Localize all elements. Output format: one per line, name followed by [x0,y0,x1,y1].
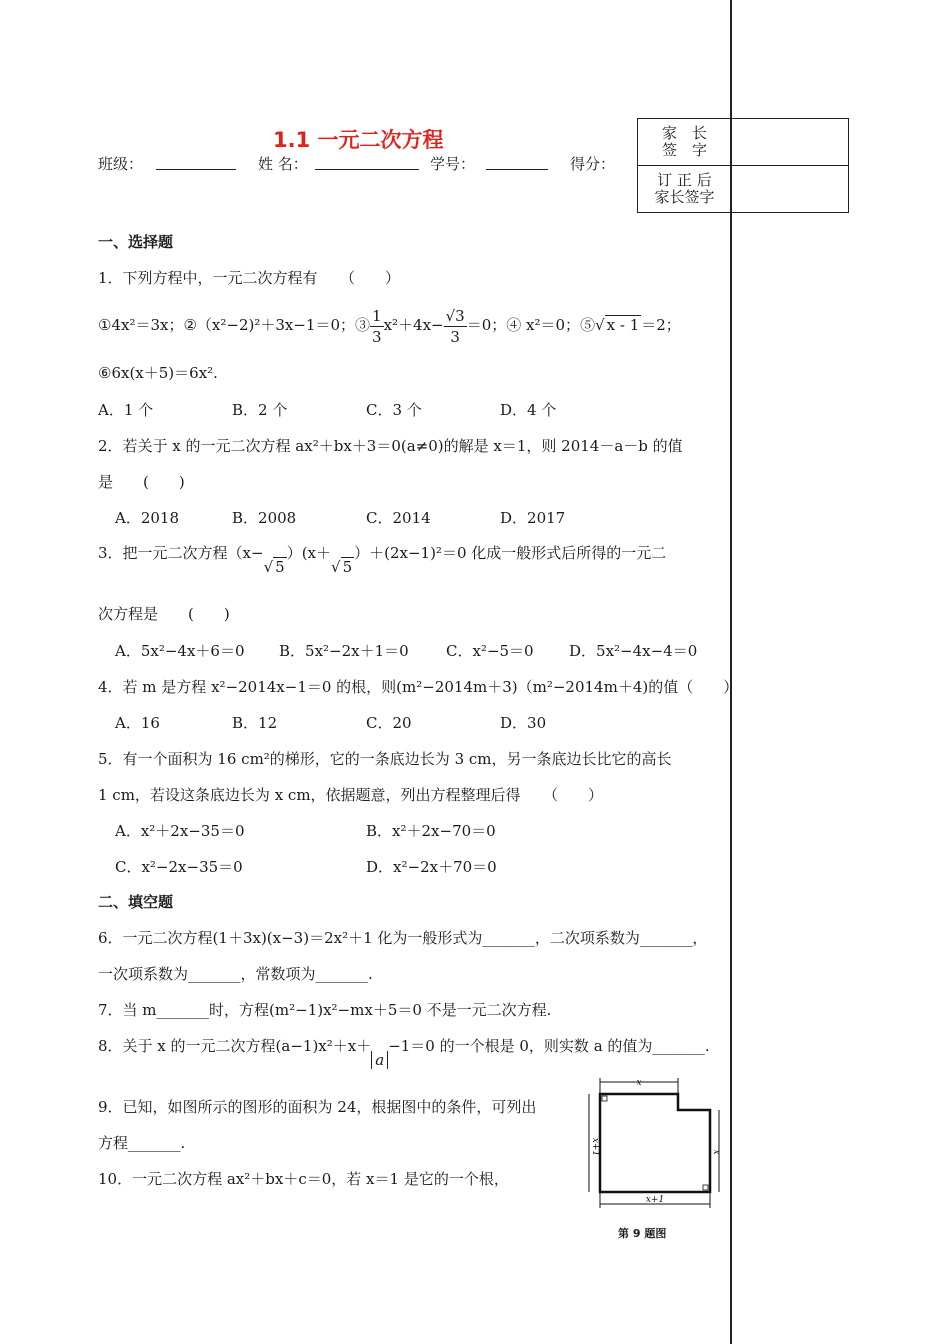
class-label: 班级： [98,155,144,173]
q3-stem: 3．把一元二次方程（x−√ 5）(x＋√ 5）＋(2x−1)²＝0 化成一般形式后所得的一元二 [98,544,667,576]
student-no-label: 学号： [430,155,476,173]
section-title-fill: 二、填空题 [98,893,174,911]
q4-option-b[interactable]: B．12 [232,714,278,732]
q4-stem: 4．若 m 是方程 x²−2014x−1＝0 的根，则(m²−2014m＋3)（m²−2014m＋4)的值（ ） [98,678,739,696]
fraction-one-third: $\frac{1}{3}$ [372,306,382,346]
q5-stem2: 1 cm，若设这条底边长为 x cm，依据题意，列出方程整理后得 （ ） [98,786,604,804]
score-label: 得分： [570,155,616,173]
section-title-choice: 一、选择题 [98,233,174,251]
name-label: 姓 名： [258,155,308,173]
figure-left-label: x+1 [590,1137,600,1157]
parent-sign-cell[interactable] [732,119,849,166]
q5-option-c[interactable]: C．x²−2x−35＝0 [115,858,243,876]
q1-line3: ⑥6x(x＋5)＝6x². [98,364,218,382]
q9-figure [582,1072,722,1247]
q2-stem: 2．若关于 x 的一元二次方程 ax²＋bx＋3＝0(a≠0)的解是 x＝1，则 2014－a－b 的值 [98,437,683,455]
q2-option-a[interactable]: A．2018 [115,509,180,527]
figure-caption: 第 9 题图 [618,1227,667,1240]
q1-option-b[interactable]: B．2 个 [232,401,288,419]
q9-line2: 方程_______. [98,1134,186,1152]
q6-line1: 6．一元二次方程(1＋3x)(x−3)＝2x²＋1 化为一般形式为_______，二次项系数为_______， [98,929,708,947]
student-no-blank[interactable] [486,155,548,170]
q4-option-c[interactable]: C．20 [366,714,412,732]
q5-stem: 5．有一个面积为 16 cm²的梯形，它的一条底边长为 3 cm，另一条底边长比它的高长 [98,750,672,768]
q1-options-line: ①4x²＝3x；②（x²−2)²＋3x−1＝0；③ $\frac{1}{3}$ x²＋4x− $\frac{√3}{3}$ ＝0；④ x²＝0；⑤√ x - 1 ＝2； [98,306,681,346]
corrected-sign-label: 订 正 后 家长签字 [638,166,732,213]
q4-option-a[interactable]: A．16 [115,714,160,732]
q2-stem2: 是 ( ) [98,473,185,491]
q10-stem: 10．一元二次方程 ax²＋bx＋c＝0，若 x＝1 是它的一个根， [98,1170,509,1188]
q3-option-b[interactable]: B．5x²−2x＋1＝0 [279,642,409,660]
q1-option-c[interactable]: C．3 个 [366,401,422,419]
q3-option-d[interactable]: D．5x²−4x−4＝0 [569,642,698,660]
corrected-sign-cell[interactable] [732,166,849,213]
sqrt-5-a: 5 [275,558,285,576]
q2-option-d[interactable]: D．2017 [500,509,566,527]
parent-sign-label: 家 长 签 字 [638,119,732,166]
figure-right-label: x [711,1149,721,1155]
abs-value-a: a [371,1051,388,1069]
figure-top-label: x [636,1078,642,1088]
page-title: 1.1 一元二次方程 [273,128,444,152]
q5-option-b[interactable]: B．x²＋2x−70＝0 [366,822,496,840]
header-info [98,153,143,174]
sqrt-5-b: 5 [342,558,353,576]
q6-line2: 一次项系数为_______，常数项为_______. [98,965,373,983]
q1-stem: 1．下列方程中，一元二次方程有 （ ） [98,269,401,287]
q9-line1: 9．已知，如图所示的图形的面积为 24，根据图中的条件，可列出 [98,1098,537,1116]
signature-table [637,118,849,213]
fraction-sqrt3-over-3: $\frac{√3}{3}$ [445,306,465,346]
q5-option-a[interactable]: A．x²＋2x−35＝0 [115,822,245,840]
q3-option-a[interactable]: A．5x²−4x＋6＝0 [115,642,245,660]
q3-option-c[interactable]: C．x²−5＝0 [446,642,534,660]
q5-option-d[interactable]: D．x²−2x＋70＝0 [366,858,497,876]
q8-stem: 8．关于 x 的一元二次方程(a−1)x²＋x＋a−1＝0 的一个根是 0，则实数 a 的值为_______. [98,1037,710,1069]
q1-option-d[interactable]: D．4 个 [500,401,557,419]
q2-option-b[interactable]: B．2008 [232,509,297,527]
figure-bottom-label: x+1 [645,1195,665,1205]
sqrt-x-minus-1: x - 1 [606,316,640,334]
q2-option-c[interactable]: C．2014 [366,509,431,527]
name-blank[interactable] [315,155,419,170]
class-blank[interactable] [156,155,236,170]
q4-option-d[interactable]: D．30 [500,714,547,732]
q7-stem: 7．当 m_______时，方程(m²−1)x²−mx＋5＝0 不是一元二次方程. [98,1001,552,1019]
q3-stem2: 次方程是 ( ) [98,605,230,623]
q1-option-a[interactable]: A．1 个 [98,401,154,419]
